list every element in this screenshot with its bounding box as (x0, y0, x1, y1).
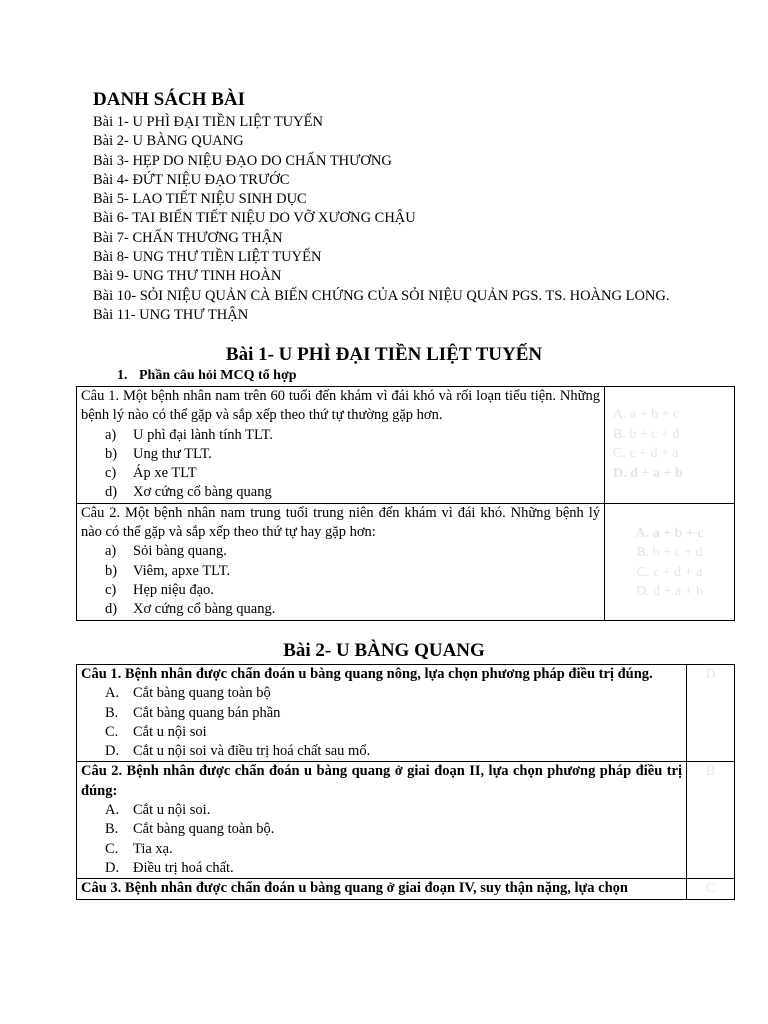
answer-key: D (705, 667, 716, 682)
section-title-bai-1: Bài 1- U PHÌ ĐẠI TIỀN LIỆT TUYẾN (225, 344, 543, 365)
subheading-text: Phần câu hỏi MCQ tổ hợp (139, 368, 297, 383)
toc-item: Bài 8- UNG THƯ TIỀN LIỆT TUYẾN (93, 249, 322, 266)
option-text: Hẹp niệu đạo. (133, 581, 214, 598)
answer-option (81, 464, 600, 483)
option-label: b) (105, 445, 118, 462)
question-cell (77, 762, 687, 879)
answer-option (81, 483, 600, 502)
option-text: Cắt u nội soi và điều trị hoá chất sau mổ. (133, 743, 371, 760)
option-text: Xơ cứng cổ bàng quang. (133, 601, 276, 618)
answer-key-cell (605, 387, 735, 504)
answer-option (81, 445, 600, 464)
answer-choice: A. a + b + c (613, 407, 680, 422)
toc-item: Bài 11- UNG THƯ THẬN (93, 306, 249, 323)
question-text: Câu 2. Một bệnh nhân nam trung tuổi trung niên đến khám vì đái khó. Những bệnh lý nào có thể gặp và sắp xếp theo thứ tự hay gặp hơn: (81, 504, 600, 541)
option-label: a) (105, 426, 117, 443)
option-text: Điều trị hoá chất. (133, 859, 234, 876)
answer-key-cell (605, 503, 735, 620)
answer-choice: B. b + c + d (613, 426, 680, 442)
option-text: U phì đại lành tính TLT. (133, 426, 273, 443)
option-text: Áp xe TLT (133, 465, 197, 482)
answer-option (81, 562, 600, 581)
option-label: c) (105, 465, 117, 482)
option-label: A. (105, 685, 120, 702)
table-of-contents (93, 87, 693, 325)
option-label: b) (105, 562, 118, 579)
answer-key: B (705, 764, 716, 780)
option-text: Cắt u nội soi (133, 723, 207, 740)
option-label: B. (105, 704, 119, 721)
option-label: B. (105, 821, 119, 838)
question-text: Câu 2. Bệnh nhân được chẩn đoán u bàng quang ở giai đoạn II, lựa chọn phương pháp điều trị đúng: (81, 763, 682, 799)
toc-item: Bài 10- SỎI NIỆU QUẢN CÀ BIẾN CHỨNG CỦA SỎI NIỆU QUẢN PGS. TS. HOÀNG LONG. (93, 287, 670, 304)
answer-option (81, 704, 682, 723)
option-text: Cắt u nội soi. (133, 802, 211, 819)
toc-item: Bài 7- CHẤN THƯƠNG THẬN (93, 229, 283, 246)
subheading-number: 1. (117, 368, 128, 383)
toc-title: DANH SÁCH BÀI (93, 89, 246, 110)
answer-option (81, 426, 600, 445)
answer-option (81, 581, 600, 600)
toc-item: Bài 5- LAO TIẾT NIỆU SINH DỤC (93, 191, 307, 208)
toc-item: Bài 2- U BÀNG QUANG (93, 133, 244, 150)
answer-option (81, 801, 682, 820)
option-text: Sỏi bàng quang. (133, 543, 227, 560)
option-label: C. (105, 723, 119, 740)
answer-key-cell (687, 665, 735, 762)
option-label: d) (105, 484, 118, 501)
question-cell (77, 665, 687, 762)
answer-option (81, 684, 682, 703)
answer-option (81, 600, 600, 619)
toc-item: Bài 3- HẸP DO NIỆU ĐẠO DO CHẤN THƯƠNG (93, 152, 392, 169)
option-label: D. (105, 859, 120, 876)
mcq-table-bai-2 (76, 664, 735, 900)
toc-item: Bài 9- UNG THƯ TINH HOÀN (93, 268, 282, 285)
toc-item: Bài 1- U PHÌ ĐẠI TIỀN LIỆT TUYẾN (93, 114, 323, 130)
answer-option (81, 542, 600, 561)
option-label: A. (105, 802, 120, 819)
answer-option (81, 820, 682, 839)
toc-item: Bài 6- TAI BIẾN TIẾT NIỆU DO VỠ XƯƠNG CHẬU (93, 210, 416, 227)
answer-key-list (605, 387, 734, 483)
option-label: a) (105, 543, 117, 560)
option-label: D. (105, 743, 120, 760)
section-title-bai-2: Bài 2- U BÀNG QUANG (283, 640, 485, 661)
option-label: C. (105, 840, 119, 857)
answer-choice: B. b + c + d (636, 545, 703, 561)
answer-choice: D. d + a + b (635, 584, 704, 600)
answer-choice-correct: A. a + b + c (635, 525, 704, 541)
question-text: Câu 1. Một bệnh nhân nam trên 60 tuổi đến khám vì đái khó và rối loạn tiểu tiện. Những bệnh lý nào có thể gặp và sắp xếp theo thứ tự thường gặp hơn. (81, 388, 600, 424)
table-row (77, 762, 735, 879)
mcq-table-bai-1 (76, 386, 735, 621)
answer-option (81, 859, 682, 878)
answer-choice: C. c + d + a (636, 564, 703, 580)
option-text: Cắt bàng quang toàn bộ. (133, 821, 275, 838)
question-cell (77, 503, 605, 620)
option-text: Cắt bàng quang bán phần (133, 704, 281, 721)
table-row (77, 879, 735, 899)
section-subheading (117, 366, 297, 385)
answer-key-cell (687, 762, 735, 879)
option-text: Ung thư TLT. (133, 445, 212, 462)
question-text: Câu 1. Bệnh nhân được chẩn đoán u bàng quang nông, lựa chọn phương pháp điều trị đúng. (81, 666, 653, 682)
option-label: c) (105, 581, 117, 598)
option-text: Viêm, apxe TLT. (133, 562, 231, 579)
option-text: Cắt bàng quang toàn bộ (133, 685, 271, 702)
answer-choice-correct: D. d + a + b (613, 465, 683, 481)
answer-choice: C. c + d + a (613, 446, 679, 461)
answer-key-list (605, 504, 734, 602)
option-text: Xơ cứng cổ bàng quang (133, 484, 272, 501)
answer-option (81, 742, 682, 761)
toc-item: Bài 4- ĐỨT NIỆU ĐẠO TRƯỚC (93, 171, 290, 188)
question-cell (77, 387, 605, 504)
answer-key: C (705, 881, 716, 897)
answer-option (81, 723, 682, 742)
answer-option (81, 840, 682, 859)
question-text: Câu 3. Bệnh nhân được chẩn đoán u bàng quang ở giai đoạn IV, suy thận nặng, lựa chọn (81, 880, 628, 897)
table-row (77, 503, 735, 620)
option-text: Tia xạ. (133, 840, 173, 857)
answer-key-cell (687, 879, 735, 899)
table-row (77, 665, 735, 762)
question-cell (77, 879, 687, 899)
option-label: d) (105, 601, 118, 618)
table-row (77, 387, 735, 504)
